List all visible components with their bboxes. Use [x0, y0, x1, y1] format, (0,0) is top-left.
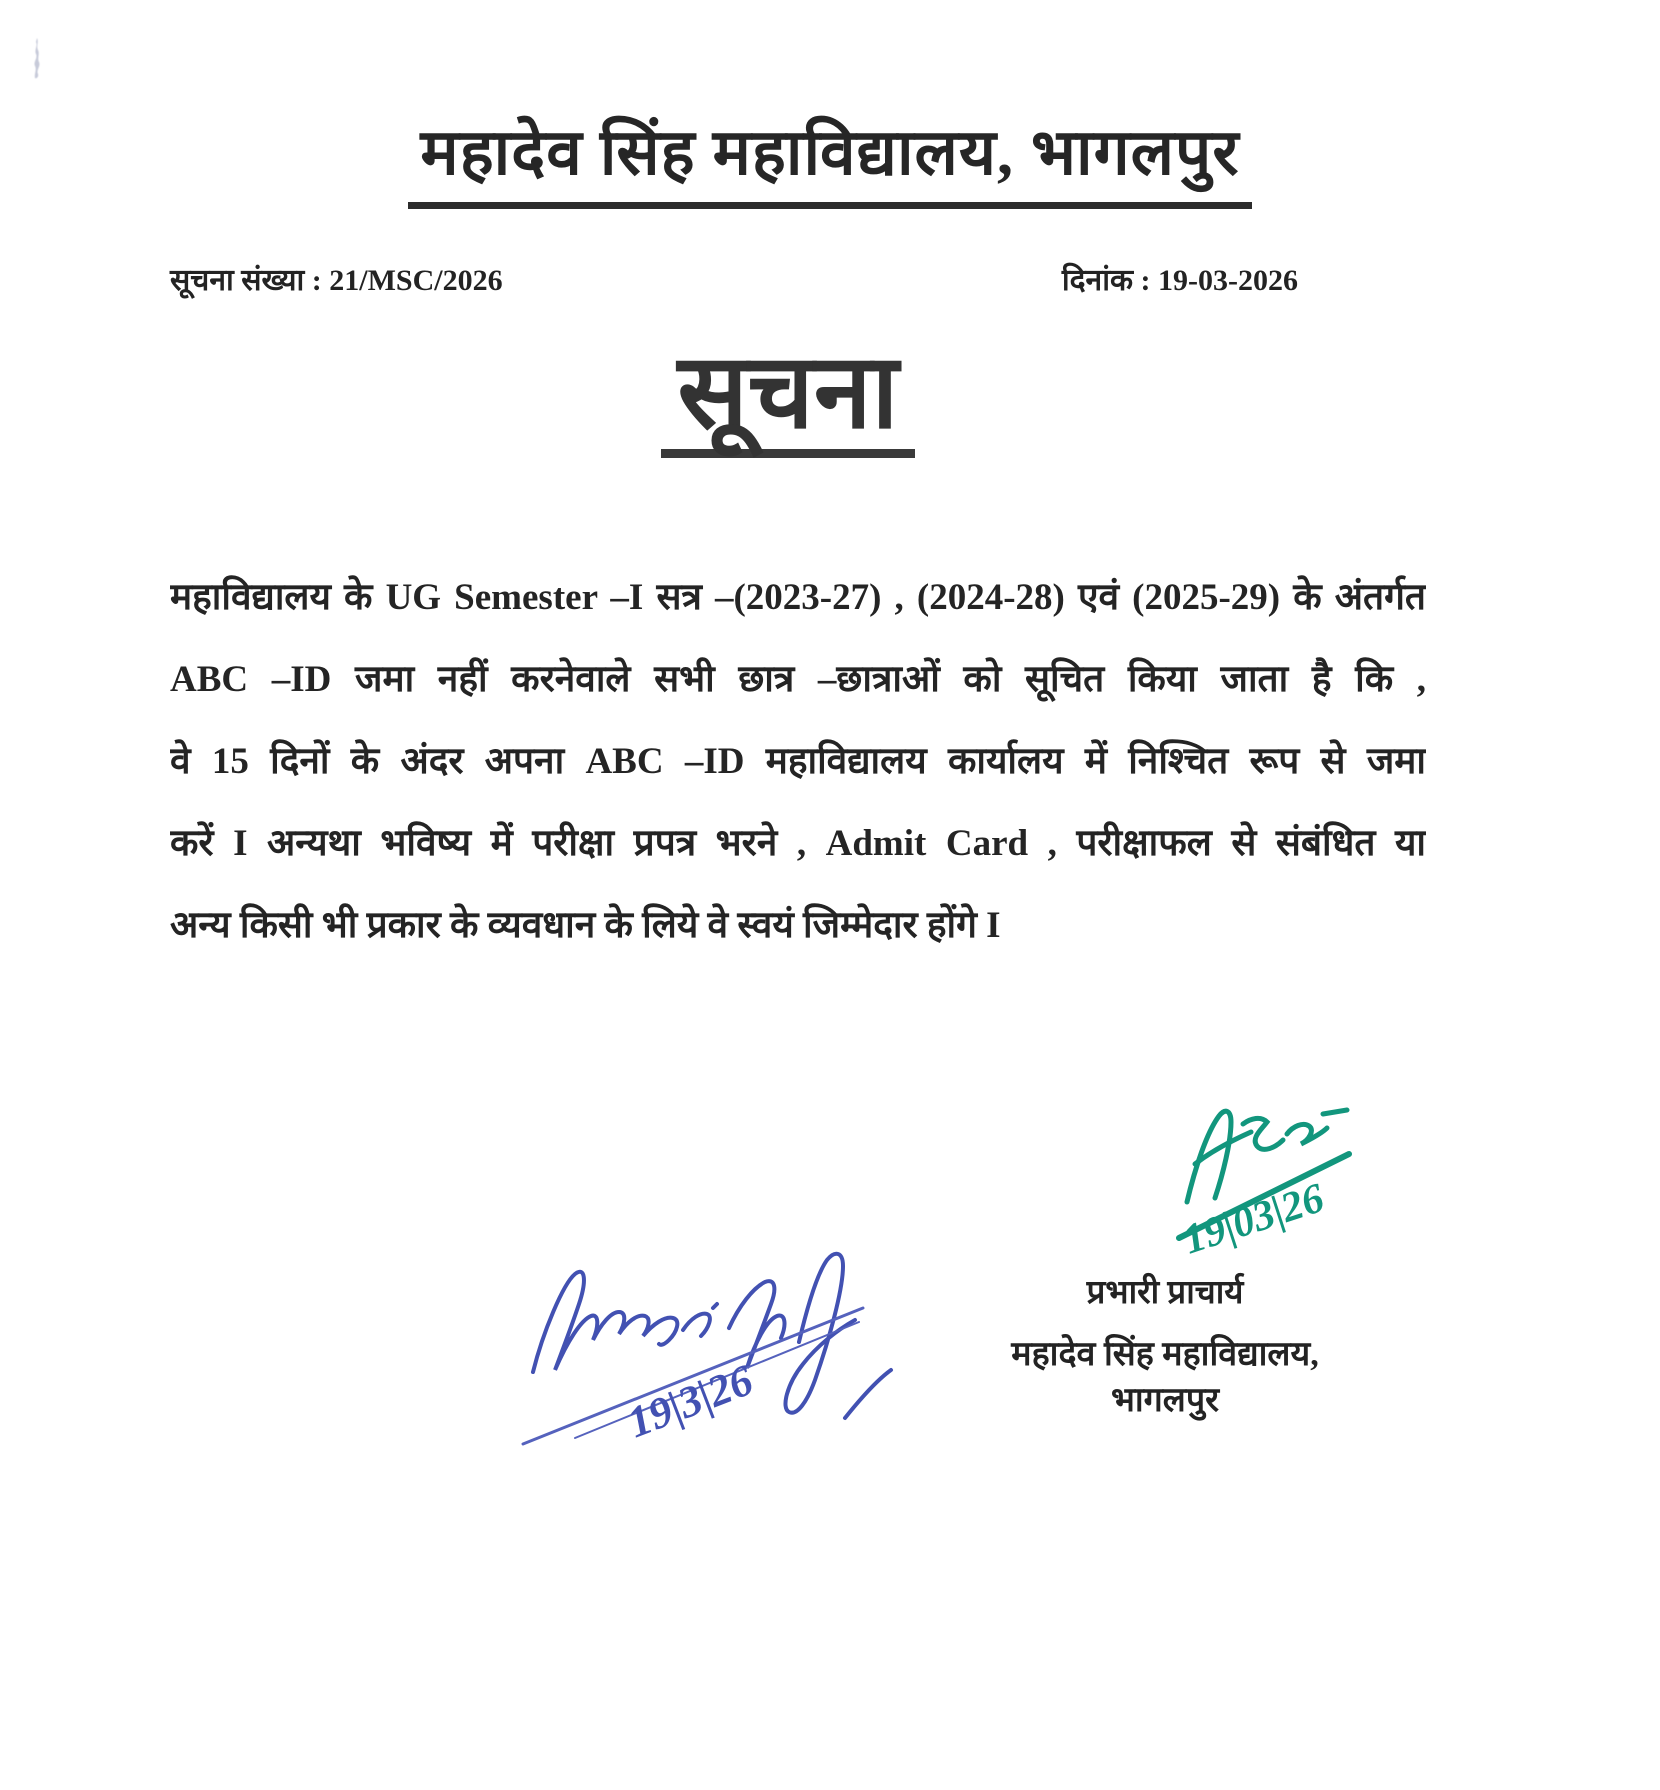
- title-row: [0, 118, 1660, 209]
- body-line: अन्य किसी भी प्रकार के व्यवधान के लिये वे स्वयं जिम्मेदार होंगे I: [170, 905, 1001, 946]
- notice-heading: सूचना: [661, 338, 914, 458]
- body-line: ABC –ID जमा नहीं करनेवाले सभी छात्र –छात्राओं को सूचित किया जाता है कि ,: [170, 659, 1426, 700]
- notice-body: [170, 568, 1426, 978]
- body-line: वे 15 दिनों के अंदर अपना ABC –ID महाविद्यालय कार्यालय में निश्चित रूप से जमा: [170, 741, 1426, 782]
- signature-blue-ink: [515, 1212, 920, 1450]
- page-title: महादेव सिंह महाविद्यालय, भागलपुर: [408, 118, 1251, 209]
- ink-smudge-mark: [31, 36, 44, 80]
- signature-green-date: 19|03|26: [1177, 1175, 1330, 1264]
- signatory-designation: प्रभारी प्राचार्य: [1086, 1275, 1244, 1311]
- body-line: महाविद्यालय के UG Semester –I सत्र –(2023-27) , (2024-28) एवं (2025-29) के अंतर्गत: [170, 577, 1426, 618]
- signature-green-ink: [1173, 1098, 1363, 1266]
- signature-blue-date: 19|3|26: [621, 1355, 760, 1448]
- notice-date-text: दिनांक : 19-03-2026: [1061, 264, 1298, 297]
- signatory-institution: महादेव सिंह महाविद्यालय, भागलपुर: [1011, 1336, 1319, 1419]
- signatory-block: [955, 1268, 1375, 1421]
- notice-number-text: सूचना संख्या : 21/MSC/2026: [170, 264, 503, 297]
- heading-row: [0, 335, 1660, 458]
- body-line: करें I अन्यथा भविष्य में परीक्षा प्रपत्र भरने , Admit Card , परीक्षाफल से संबंधित या: [170, 823, 1426, 864]
- meta-row: [170, 258, 1298, 299]
